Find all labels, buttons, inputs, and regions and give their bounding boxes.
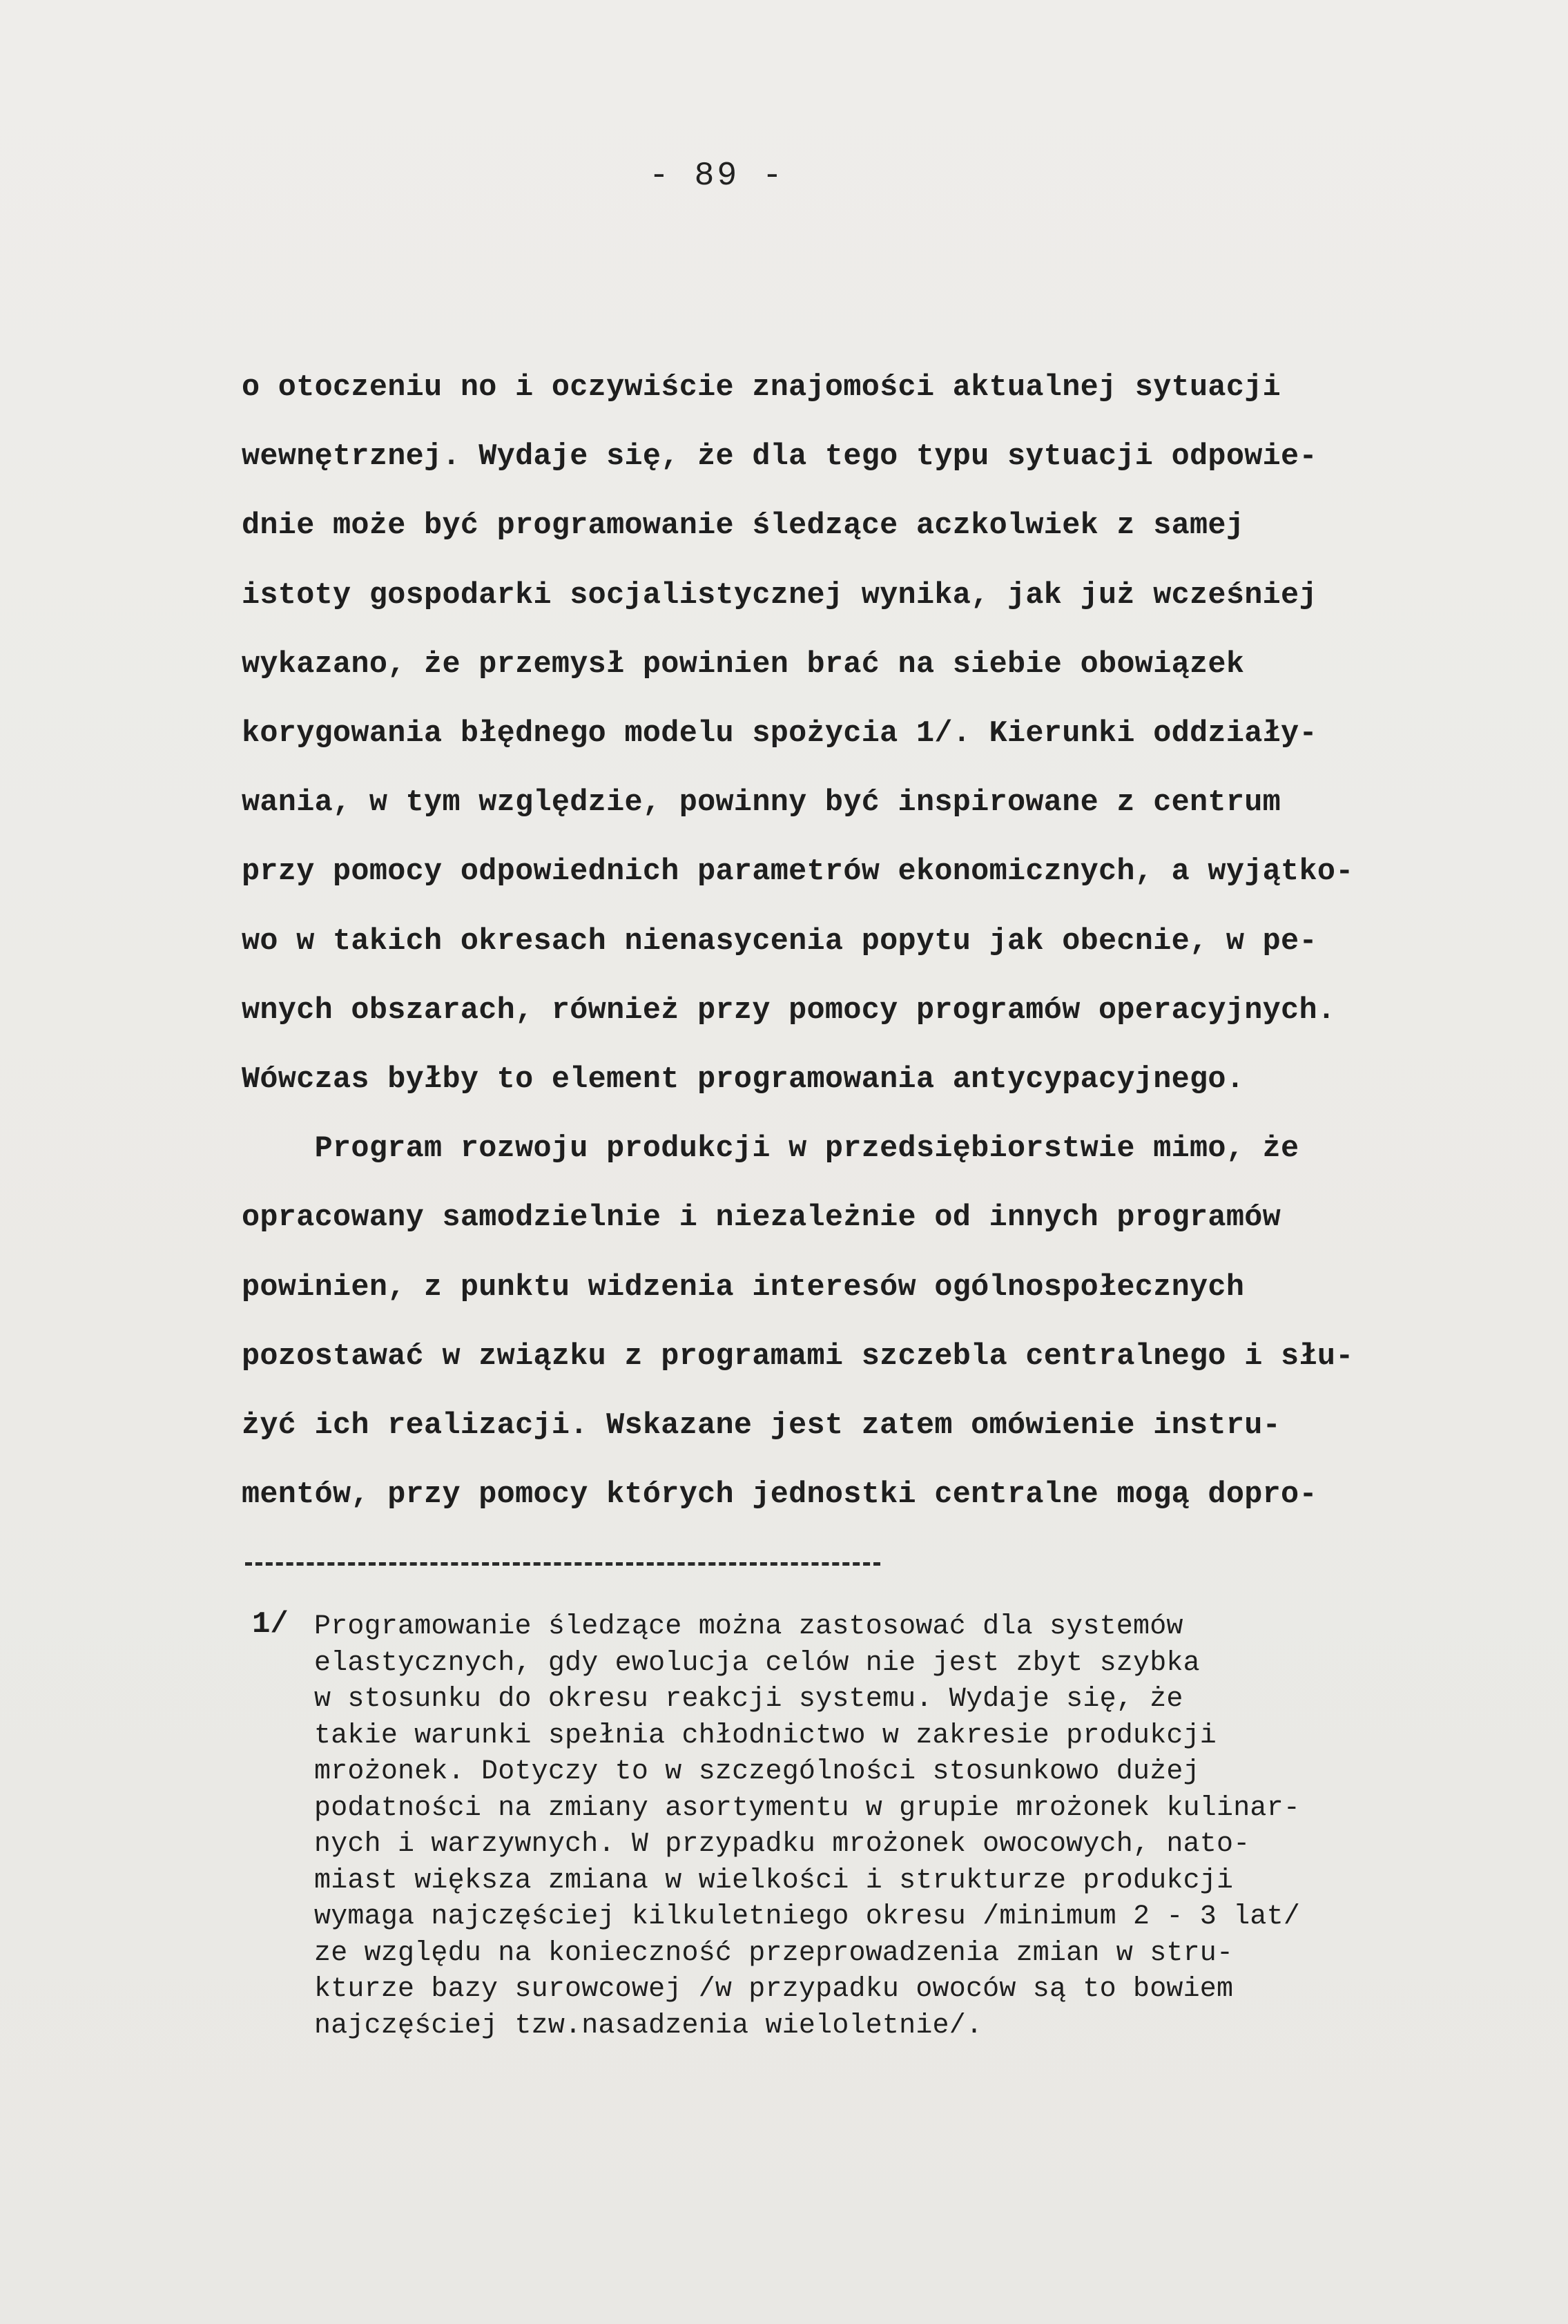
body-line: o otoczeniu no i oczywiście znajomości aktualnej sytuacji [242, 371, 1281, 405]
footnote-marker: 1/ [252, 1607, 289, 1642]
body-line: mentów, przy pomocy których jednostki centralne mogą dopro- [242, 1478, 1317, 1512]
body-line: przy pomocy odpowiednich parametrów ekonomicznych, a wyjątko- [242, 855, 1354, 890]
body-line: Program rozwoju produkcji w przedsiębiorstwie mimo, że [242, 1132, 1299, 1166]
footnote-line: kturze bazy surowcowej /w przypadku owoców są to bowiem [314, 1974, 1234, 2005]
footnote-line: wymaga najczęściej kilkuletniego okresu /minimum 2 - 3 lat/ [314, 1901, 1301, 1932]
body-line: dnie może być programowanie śledzące aczkolwiek z samej [242, 509, 1245, 544]
body-line: opracowany samodzielnie i niezależnie od innych programów [242, 1201, 1281, 1236]
body-line: wnych obszarach, również przy pomocy programów operacyjnych. [242, 993, 1336, 1028]
footnote-line: Programowanie śledzące można zastosować dla systemów [314, 1611, 1183, 1642]
body-line: wykazano, że przemysł powinien brać na siebie obowiązek [242, 647, 1245, 682]
footnote-line: takie warunki spełnia chłodnictwo w zakresie produkcji [314, 1720, 1217, 1751]
footnote-line: elastycznych, gdy ewolucja celów nie jest zbyt szybka [314, 1647, 1200, 1679]
body-line: pozostawać w związku z programami szczebla centralnego i słu- [242, 1339, 1354, 1374]
footnote-line: miast większa zmiana w wielkości i strukturze produkcji [314, 1865, 1234, 1896]
body-line: wania, w tym względzie, powinny być inspirowane z centrum [242, 786, 1281, 820]
body-line: wo w takich okresach nienasycenia popytu jak obecnie, w pe- [242, 924, 1317, 959]
footnote-line: w stosunku do okresu reakcji systemu. Wydaje się, że [314, 1684, 1183, 1715]
page-number: - 89 - [649, 157, 785, 195]
footnote-separator [245, 1562, 880, 1566]
body-line: Wówczas byłby to element programowania antycypacyjnego. [242, 1063, 1245, 1097]
footnote-line: nych i warzywnych. W przypadku mrożonek owocowych, nato- [314, 1829, 1250, 1860]
body-line: żyć ich realizacji. Wskazane jest zatem omówienie instru- [242, 1409, 1281, 1443]
footnote-line: mrożonek. Dotyczy to w szczególności stosunkowo dużej [314, 1756, 1200, 1787]
body-line: wewnętrznej. Wydaje się, że dla tego typu sytuacji odpowie- [242, 440, 1317, 474]
body-line: powinien, z punktu widzenia interesów ogólnospołecznych [242, 1270, 1245, 1305]
footnote-line: podatności na zmiany asortymentu w grupie mrożonek kulinar- [314, 1792, 1301, 1824]
footnote-line: najczęściej tzw.nasadzenia wieloletnie/. [314, 2010, 983, 2042]
body-line: korygowania błędnego modelu spożycia 1/. Kierunki oddziały- [242, 717, 1317, 751]
footnote-line: ze względu na konieczność przeprowadzenia zmian w stru- [314, 1937, 1234, 1969]
body-line: istoty gospodarki socjalistycznej wynika, jak już wcześniej [242, 578, 1317, 613]
